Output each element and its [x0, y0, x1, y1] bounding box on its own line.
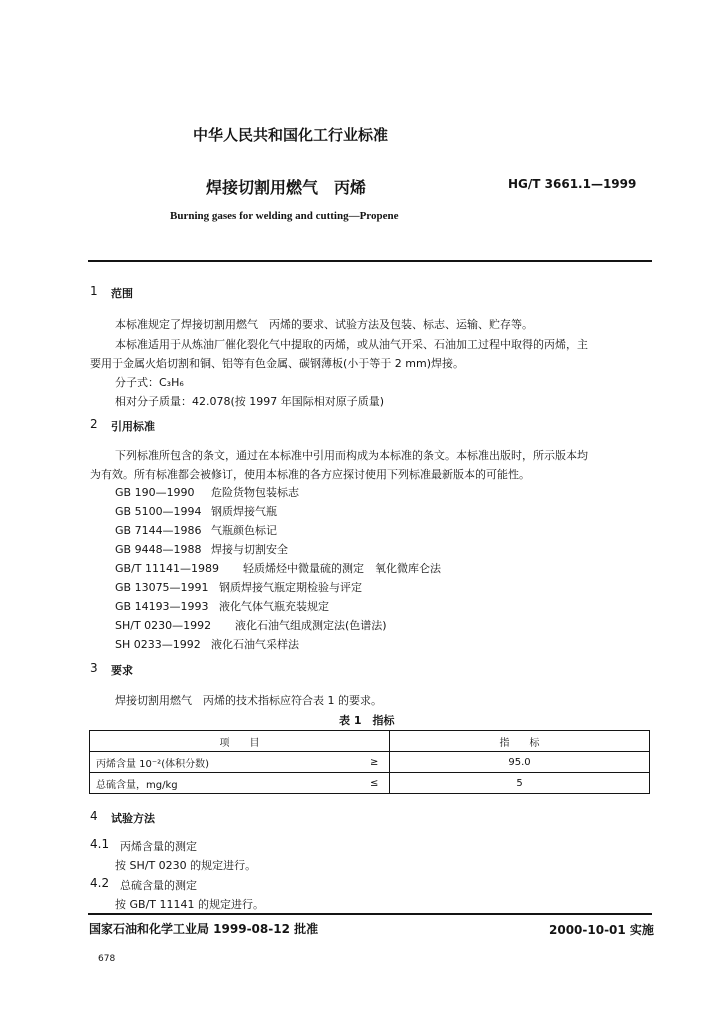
footer-rule: [88, 913, 652, 915]
section2-paragraph-line1: 下列标准所包含的条文，通过在本标准中引用而构成为本标准的条文。本标准出版时，所示版本均: [115, 449, 588, 462]
reference-code: GB 7144—1986: [115, 524, 202, 537]
reference-item: [115, 541, 288, 557]
reference-item: [115, 560, 441, 576]
reference-title: 钢质焊接气瓶: [211, 505, 277, 518]
document-title-cn: 焊接切割用燃气 丙烯: [206, 178, 367, 197]
reference-code: GB 9448—1988: [115, 543, 202, 556]
reference-code: GB 5100—1994: [115, 505, 202, 518]
formula-value: C₃H₆: [159, 376, 184, 389]
reference-title: 轻质烯烃中微量硫的测定 氧化微库仑法: [243, 562, 441, 575]
table-row: [90, 773, 650, 794]
subsection-4-2-heading: 总硫含量的测定: [120, 879, 197, 892]
section1-paragraph1: 本标准规定了焊接切割用燃气 丙烯的要求、试验方法及包装、标志、运输、贮存等。: [115, 318, 533, 331]
subsection-4-2-text: 按 GB/T 11141 的规定进行。: [115, 898, 264, 911]
reference-item: [115, 579, 362, 595]
reference-code: GB 190—1990: [115, 486, 195, 499]
reference-item: [115, 503, 277, 519]
reference-title: 液化石油气采样法: [211, 638, 299, 651]
section2-heading: 引用标准: [111, 420, 155, 433]
page-number: 678: [98, 954, 116, 964]
table-cell-value: 5: [390, 773, 650, 794]
reference-item: [115, 617, 387, 633]
approval-statement: 国家石油和化学工业局 1999-08-12 批准: [89, 922, 319, 936]
section4-heading: 试验方法: [111, 812, 155, 825]
section3-heading: 要求: [111, 664, 133, 677]
implementation-date: 2000-10-01 实施: [549, 923, 654, 937]
reference-item: [115, 484, 299, 500]
table-cell-item: 丙烯含量 10⁻²(体积分数): [90, 752, 360, 773]
reference-item: [115, 636, 299, 652]
reference-code: SH/T 0230—1992: [115, 619, 212, 632]
subsection-4-2-number: 4.2: [90, 876, 110, 890]
table-row: [90, 752, 650, 773]
formula-label: 分子式：: [115, 376, 159, 389]
section2-paragraph-line2: 为有效。所有标准都会被修订，使用本标准的各方应探讨使用下列标准最新版本的可能性。: [90, 468, 530, 481]
reference-title: 液化气体气瓶充装规定: [219, 600, 329, 613]
section1-paragraph2-line2: 要用于金属火焰切割和铜、铝等有色金属、碳钢薄板(小于等于 2 mm)焊接。: [90, 357, 465, 370]
table-caption: 表 1 指标: [339, 714, 395, 727]
section1-heading: 范围: [111, 287, 133, 300]
subsection-4-1-heading: 丙烯含量的测定: [120, 840, 197, 853]
specification-table: [89, 730, 650, 794]
section2-number: 2: [90, 417, 98, 431]
reference-code: GB 14193—1993: [115, 600, 209, 613]
reference-title: 气瓶颜色标记: [211, 524, 277, 537]
reference-code: SH 0233—1992: [115, 638, 201, 651]
section4-number: 4: [90, 809, 98, 823]
reference-code: GB/T 11141—1989: [115, 562, 219, 575]
table-header-item: 项 目: [90, 731, 390, 752]
reference-title: 液化石油气组成测定法(色谱法): [235, 619, 387, 632]
org-standard-title: 中华人民共和国化工行业标准: [193, 126, 389, 144]
document-title-en: Burning gases for welding and cutting—Propene: [170, 210, 399, 222]
header-rule: [88, 260, 652, 262]
reference-title: 钢质焊接气瓶定期检验与评定: [219, 581, 362, 594]
subsection-4-1-text: 按 SH/T 0230 的规定进行。: [115, 859, 257, 872]
molecular-mass: 相对分子质量：42.078(按 1997 年国际相对原子质量): [115, 395, 385, 408]
section1-number: 1: [90, 284, 98, 298]
table-header-row: [90, 731, 650, 752]
standard-code: HG/T 3661.1—1999: [508, 177, 637, 191]
table-cell-operator: ≤: [360, 773, 390, 794]
molecular-formula: [115, 374, 184, 390]
table-cell-item: 总硫含量，mg/kg: [90, 773, 360, 794]
subsection-4-1-number: 4.1: [90, 837, 110, 851]
section1-paragraph2-line1: 本标准适用于从炼油厂催化裂化气中提取的丙烯，或从油气开采、石油加工过程中取得的丙烯，主: [115, 338, 588, 351]
reference-code: GB 13075—1991: [115, 581, 209, 594]
table-cell-value: 95.0: [390, 752, 650, 773]
reference-item: [115, 598, 329, 614]
reference-title: 危险货物包装标志: [211, 486, 299, 499]
reference-title: 焊接与切割安全: [211, 543, 288, 556]
table-header-value: 指 标: [390, 731, 650, 752]
reference-item: [115, 522, 277, 538]
table-cell-operator: ≥: [360, 752, 390, 773]
section3-paragraph: 焊接切割用燃气 丙烯的技术指标应符合表 1 的要求。: [115, 694, 382, 707]
section3-number: 3: [90, 661, 98, 675]
